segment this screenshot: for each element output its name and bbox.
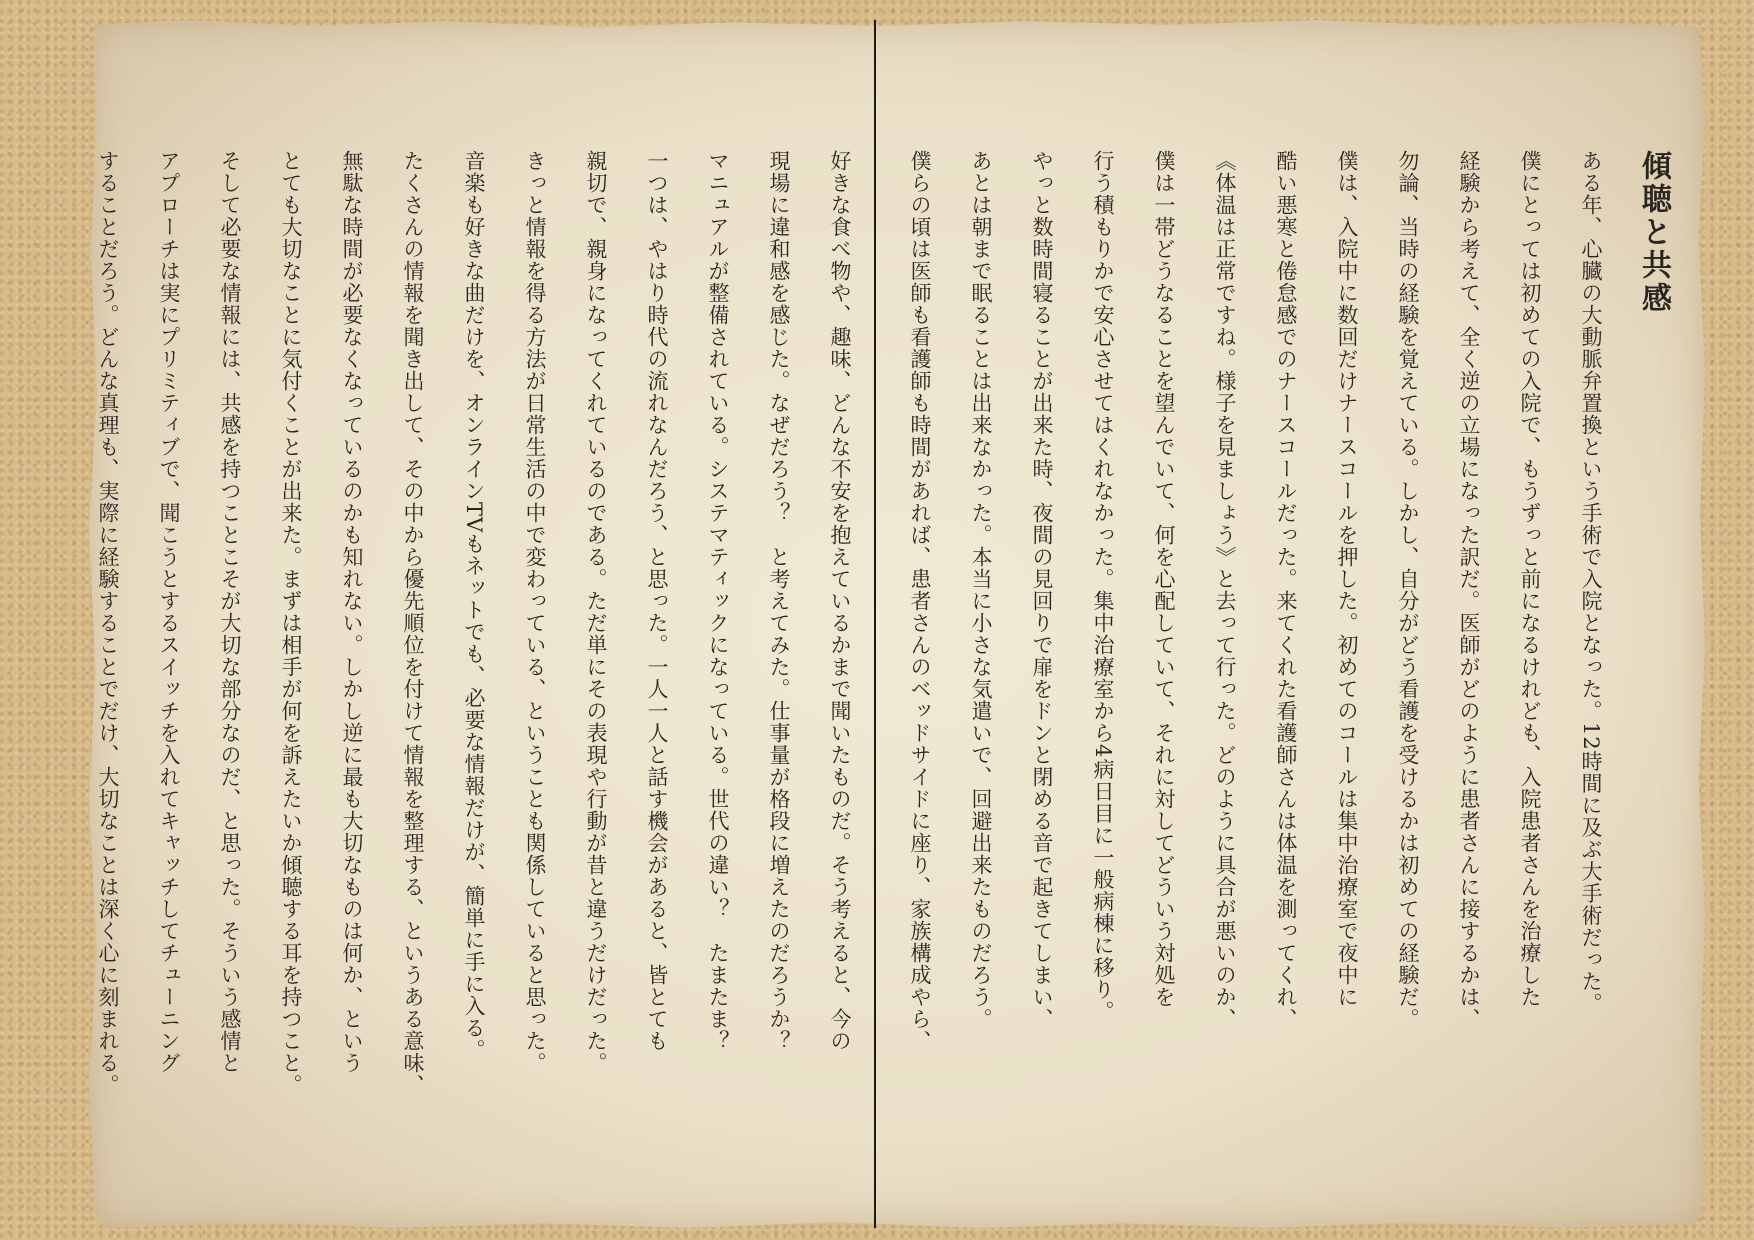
text-line: あとは朝まで眠ることは出来なかった。本当に小さな気遣いで、回避出来たものだろう。 <box>969 150 993 1030</box>
text-line: 僕にとっては初めての入院で、もうずっと前になるけれども、入院患者さんを治療した <box>1518 150 1542 1008</box>
text-line: やっと数時間寝ることが出来た時、夜間の見回りで扉をドンと閉める音で起きてしまい、 <box>1030 150 1054 1030</box>
text-line: アプローチは実にプリミティブで、聞こうとするスイッチを入れてキャッチしてチューニング <box>157 150 181 1074</box>
text-line: きっと情報を得る方法が日常生活の中で変わっている、ということも関係していると思った。 <box>523 150 547 1074</box>
text-line: マニュアルが整備されている。システマティックになっている。世代の違い？ たまたま？ <box>706 150 730 1052</box>
text-line: とても大切なことに気付くことが出来た。まずは相手が何を訴えたいか傾聴する耳を持つこと。 <box>279 150 303 1096</box>
text-line: 一つは、やはり時代の流れなんだろう、と思った。一人一人と話す機会があると、皆とても <box>645 150 669 1052</box>
text-line: 親切で、親身になってくれているのである。ただ単にその表現や行動が昔と違うだけだった。 <box>584 150 608 1074</box>
text-line: 現場に違和感を感じた。なぜだろう？ と考えてみた。仕事量が格段に増えたのだろうか？ <box>767 150 791 1052</box>
text-line: 僕らの頃は医師も看護師も時間があれば、患者さんのベッドサイドに座り、家族構成やら、 <box>908 150 932 1052</box>
text-line: たくさんの情報を聞き出して、その中から優先順位を付けて情報を整理する、というある意味、 <box>401 150 425 1096</box>
essay-title: 傾聴と共感 <box>1636 150 1671 315</box>
text-line: 経験から考えて、全く逆の立場になった訳だ。医師がどのように患者さんに接するかは、 <box>1457 150 1481 1030</box>
right-page-text <box>890 150 1686 1190</box>
text-line: 音楽も好きな曲だけを、オンラインTVもネットでも、必要な情報だけが、簡単に手に入る。 <box>462 150 486 1062</box>
text-line: 《体温は正常ですね。様子を見ましょう》と去って行った。どのように具合が悪いのか、 <box>1213 150 1237 1030</box>
text-line: 行う積もりかで安心させてはくれなかった。集中治療室から4病日目に一般病棟に移り。 <box>1091 150 1115 1023</box>
text-line: することだろう。どんな真理も、実際に経験することでだけ、大切なことは深く心に刻まれる。 <box>96 150 120 1096</box>
text-line: 僕は一帯どうなることを望んでいて、何を心配していて、それに対してどういう対処を <box>1152 150 1176 1008</box>
text-line: そして必要な情報には、共感を持つことこそが大切な部分なのだ、と思った。そういう感情と <box>218 150 242 1074</box>
text-line: ある年、心臓の大動脈弁置換という手術で入院となった。12時間に及ぶ大手術だった。 <box>1579 150 1603 1015</box>
text-line: 僕は、入院中に数回だけナースコールを押した。初めてのコールは集中治療室で夜中に <box>1335 150 1359 1008</box>
left-page-text <box>96 150 870 1190</box>
text-line: 酷い悪寒と倦怠感でのナースコールだった。来てくれた看護師さんは体温を測ってくれ、 <box>1274 150 1298 1030</box>
text-line: 好きな食べ物や、趣味、どんな不安を抱えているかまで聞いたものだ。そう考えると、今の <box>828 150 852 1052</box>
text-line: 無駄な時間が必要なくなっているのかも知れない。しかし逆に最も大切なものは何か、という <box>340 150 364 1074</box>
page-divider <box>874 20 876 1228</box>
text-line: 勿論、当時の経験を覚えている。しかし、自分がどう看護を受けるかは初めての経験だ。 <box>1396 150 1420 1030</box>
